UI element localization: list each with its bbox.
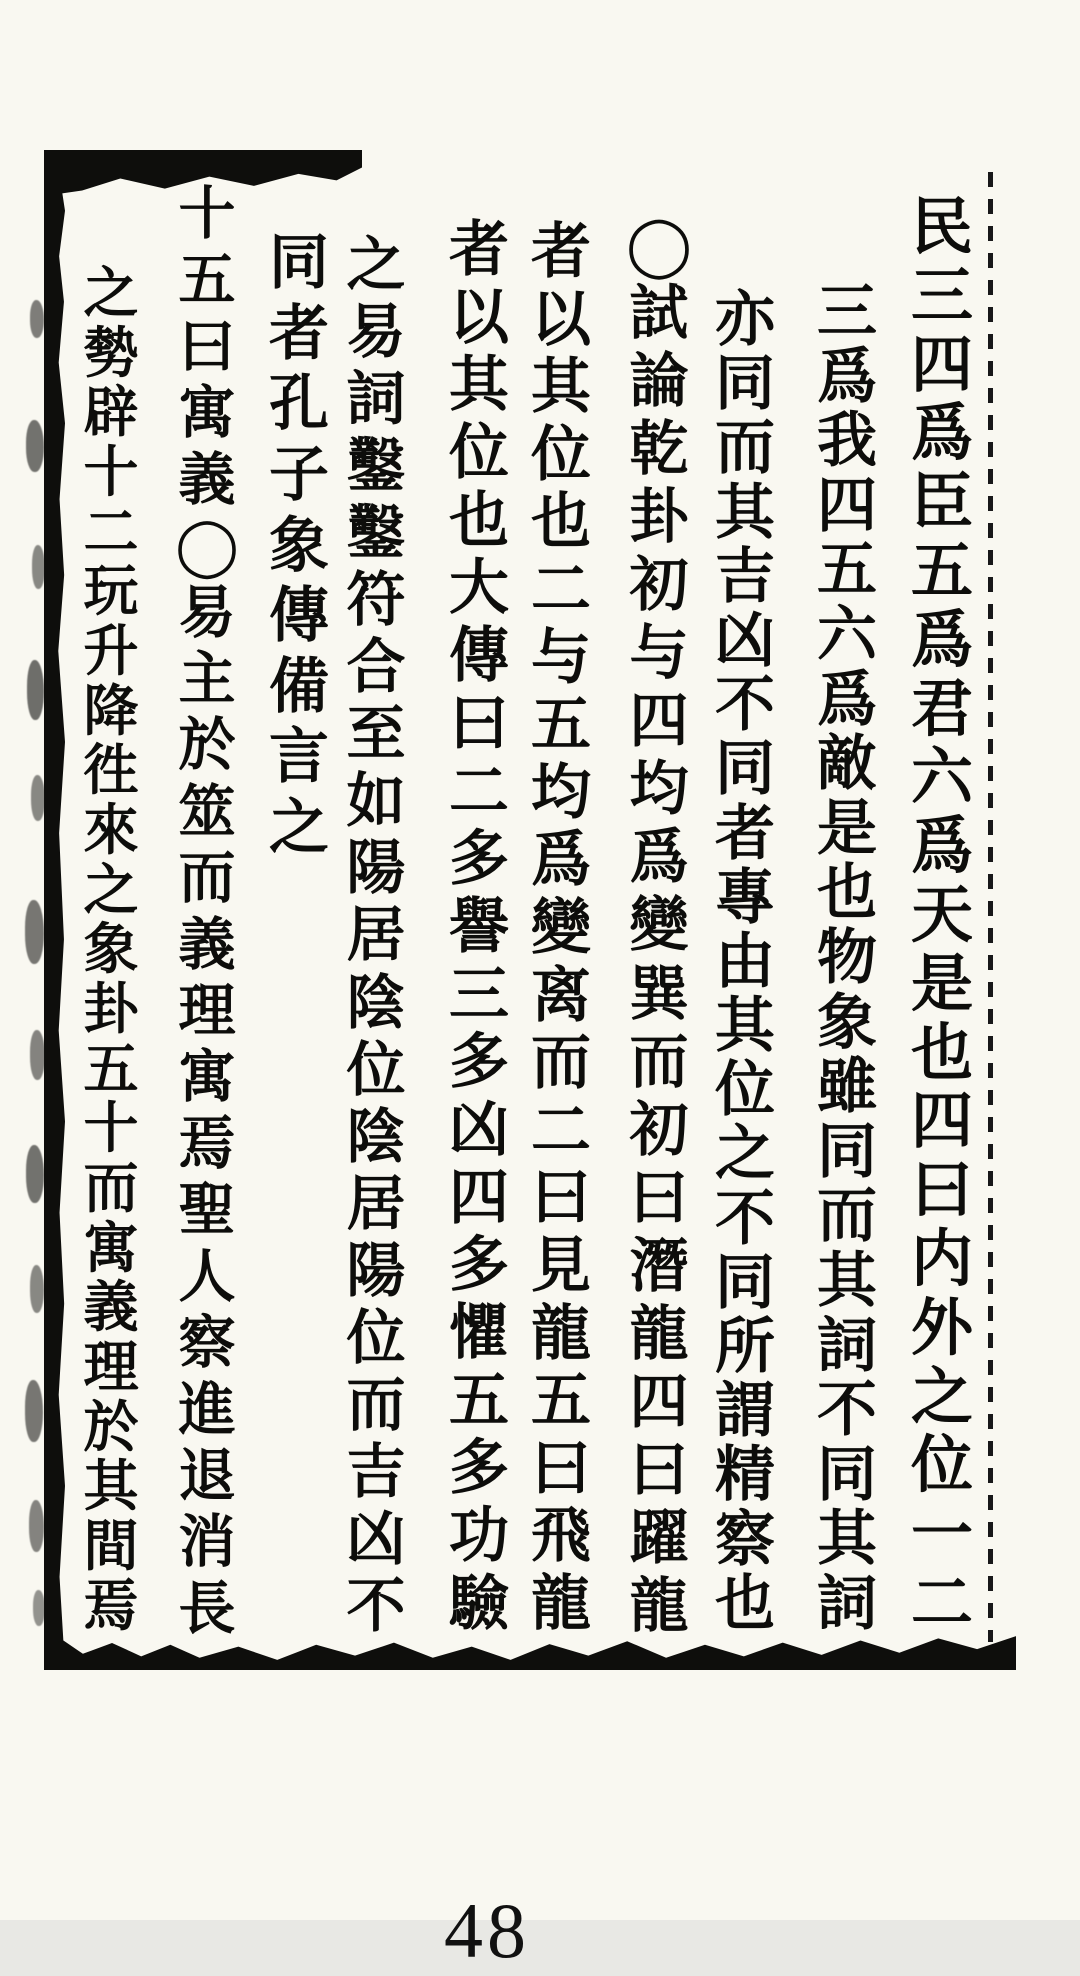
char: 外 — [910, 1290, 973, 1364]
char: 孔 — [269, 369, 329, 440]
char: 者 — [449, 215, 509, 285]
char: 凶 — [346, 1503, 406, 1573]
char: 長 — [178, 1574, 236, 1642]
char: 傳 — [449, 621, 509, 692]
char: 敵 — [817, 729, 877, 800]
char: 由 — [715, 926, 775, 997]
char: 位 — [531, 419, 591, 490]
char: 進 — [178, 1375, 236, 1443]
char: 也 — [817, 858, 877, 929]
char: 而 — [629, 1026, 689, 1096]
char: 謂 — [715, 1376, 775, 1447]
char: 同 — [715, 734, 775, 805]
char: 陰 — [346, 967, 406, 1037]
char: 而 — [178, 844, 236, 912]
char: 四 — [910, 327, 973, 401]
char: 陽 — [346, 833, 406, 903]
char: 凶 — [715, 605, 775, 676]
char: 离 — [531, 960, 591, 1031]
char: 消 — [178, 1508, 236, 1576]
char: 辟 — [83, 379, 139, 445]
char: 位 — [910, 1428, 973, 1502]
char: 徃 — [83, 737, 139, 803]
char: 多 — [449, 1433, 509, 1504]
char: 見 — [531, 1230, 591, 1301]
char: 是 — [817, 793, 877, 864]
char: 其 — [817, 1504, 877, 1575]
ink-smudge — [26, 1145, 44, 1203]
char: 而 — [817, 1181, 877, 1252]
char: 四 — [449, 1162, 509, 1233]
char: 内 — [910, 1221, 973, 1295]
char: 鑿 — [346, 431, 406, 501]
char: 六 — [910, 740, 973, 814]
char: 与 — [629, 618, 689, 688]
text-column-10 — [61, 260, 161, 1638]
char: 五 — [449, 1365, 509, 1436]
char: 懼 — [449, 1298, 509, 1368]
char: 筮 — [178, 777, 236, 845]
char: 曰 — [629, 1434, 689, 1504]
char: 五 — [531, 690, 591, 761]
char: 二 — [83, 498, 139, 564]
char: 五 — [910, 533, 973, 607]
char: 詞 — [346, 364, 406, 434]
ink-smudge — [29, 1500, 44, 1552]
char: 試 — [629, 278, 689, 348]
char: 其 — [715, 991, 775, 1062]
char: 三 — [817, 277, 877, 347]
char: 也 — [715, 1568, 775, 1639]
char: 其 — [531, 352, 591, 423]
char: 爲 — [910, 396, 973, 470]
text-column-2 — [797, 277, 897, 1639]
char: 備 — [269, 651, 329, 722]
ink-smudge — [31, 775, 45, 821]
char: 同 — [817, 1116, 877, 1187]
char: 傳 — [269, 581, 329, 652]
char: 多 — [449, 1027, 509, 1098]
char: 四 — [629, 686, 689, 756]
text-column-9 — [157, 180, 257, 1642]
char: 位 — [715, 1055, 775, 1126]
char: 而 — [531, 1028, 591, 1099]
char: 者 — [531, 217, 591, 287]
char: 亦 — [715, 285, 775, 355]
char: 升 — [83, 618, 139, 684]
char: 寓 — [178, 379, 236, 447]
char: 五 — [83, 1035, 139, 1101]
char: 於 — [83, 1393, 139, 1459]
page-number: 48 — [444, 1887, 530, 1974]
char: 其 — [817, 1245, 877, 1316]
char: 爲 — [910, 809, 973, 883]
char: 多 — [449, 1230, 509, 1301]
ink-smudge — [30, 1265, 44, 1313]
char: 龍 — [531, 1568, 591, 1639]
text-column-6 — [429, 215, 529, 1639]
char: 曰 — [449, 688, 509, 759]
char: ◯ — [625, 210, 693, 279]
ink-smudge — [32, 545, 45, 589]
char: 同 — [715, 1247, 775, 1318]
char: 乾 — [629, 414, 689, 484]
char: 居 — [346, 900, 406, 970]
char: 五 — [817, 535, 877, 606]
char: 天 — [910, 877, 973, 951]
char: 是 — [910, 946, 973, 1020]
char: 所 — [715, 1312, 775, 1382]
char: 二 — [531, 1095, 591, 1166]
ink-smudge — [33, 1590, 45, 1626]
char: 功 — [449, 1501, 509, 1572]
char: 卦 — [629, 482, 689, 552]
char: 之 — [269, 793, 329, 863]
frame-border-top — [352, 166, 1018, 183]
char: 驗 — [449, 1568, 509, 1639]
char: 其 — [715, 477, 775, 548]
char: 玩 — [83, 558, 139, 624]
char: 爲 — [817, 341, 877, 412]
char: 降 — [83, 677, 139, 743]
char: 龍 — [629, 1298, 689, 1368]
char: 与 — [531, 622, 591, 693]
char: 而 — [715, 413, 775, 484]
char: 變 — [629, 890, 689, 960]
char: 也 — [910, 1015, 973, 1089]
char: 同 — [715, 349, 775, 420]
ink-smudge — [27, 660, 44, 720]
char: 焉 — [83, 1572, 139, 1638]
char: 而 — [83, 1155, 139, 1221]
char: 焉 — [178, 1109, 236, 1177]
text-column-8 — [249, 228, 349, 863]
char: 譽 — [449, 891, 509, 962]
char: 以 — [531, 284, 591, 355]
char: 五 — [531, 1366, 591, 1437]
char: 間 — [83, 1513, 139, 1579]
char: 之 — [83, 856, 139, 922]
char: 主 — [178, 644, 236, 712]
char: 十 — [83, 439, 139, 505]
char: 其 — [83, 1453, 139, 1519]
char: 如 — [346, 766, 406, 836]
char: 鑿 — [346, 498, 406, 568]
char: 義 — [83, 1274, 139, 1340]
char: 之 — [715, 1119, 775, 1190]
char: 象 — [817, 987, 877, 1058]
char: 至 — [346, 699, 406, 769]
char: 臣 — [910, 465, 973, 539]
char: 不 — [715, 670, 775, 741]
char: 象 — [83, 916, 139, 982]
char: 精 — [715, 1440, 775, 1511]
char: 曰 — [531, 1433, 591, 1504]
char: 而 — [346, 1369, 406, 1439]
char: 同 — [817, 1439, 877, 1510]
char: 多 — [449, 824, 509, 895]
char: 曰 — [531, 1163, 591, 1234]
char: 凶 — [449, 1094, 509, 1165]
char: 均 — [531, 757, 591, 828]
char: 三 — [910, 258, 973, 332]
char: 民 — [910, 190, 973, 263]
char: 陰 — [346, 1101, 406, 1171]
char: 位 — [346, 1034, 406, 1104]
char: 三 — [449, 959, 509, 1030]
char: 者 — [269, 298, 329, 369]
char: 於 — [178, 711, 236, 779]
char: 以 — [449, 282, 509, 353]
char: 居 — [346, 1168, 406, 1238]
char: 爲 — [817, 664, 877, 735]
char: 聖 — [178, 1176, 236, 1244]
char: 察 — [178, 1309, 236, 1377]
char: 卦 — [83, 976, 139, 1042]
text-column-3 — [695, 285, 795, 1639]
char: 陽 — [346, 1235, 406, 1305]
char: 飛 — [531, 1501, 591, 1572]
char: 變 — [531, 892, 591, 963]
char: 子 — [269, 439, 329, 510]
ink-smudge — [30, 1030, 45, 1080]
char: 二 — [910, 1565, 973, 1639]
char: 曰 — [629, 1162, 689, 1232]
char: 一 — [910, 1497, 973, 1571]
char: 言 — [269, 722, 329, 793]
char: 物 — [817, 922, 877, 993]
char: 合 — [346, 632, 406, 702]
char: 均 — [629, 754, 689, 824]
char: 曰 — [910, 1153, 973, 1227]
char: 巽 — [629, 958, 689, 1028]
char: 二 — [449, 756, 509, 827]
char: 我 — [817, 406, 877, 477]
text-column-4 — [609, 210, 709, 1640]
char: 初 — [629, 550, 689, 620]
char: 詞 — [817, 1310, 877, 1381]
char: 不 — [715, 1183, 775, 1254]
ink-smudge — [25, 900, 44, 964]
char: 也 — [531, 487, 591, 558]
ink-smudge — [25, 1380, 43, 1442]
char: 四 — [629, 1366, 689, 1436]
char: 初 — [629, 1094, 689, 1164]
char: 二 — [531, 554, 591, 625]
char: 六 — [817, 599, 877, 670]
char: 勢 — [83, 319, 139, 385]
char: 之 — [346, 230, 406, 299]
char: 十 — [83, 1095, 139, 1161]
char: 專 — [715, 862, 775, 933]
char: 爲 — [531, 825, 591, 896]
ink-smudge — [26, 420, 44, 472]
char: 退 — [178, 1442, 236, 1510]
char: 理 — [83, 1334, 139, 1400]
char: 詞 — [817, 1568, 877, 1639]
char: 不 — [817, 1375, 877, 1446]
char: 寓 — [178, 1043, 236, 1111]
char: 四 — [910, 1084, 973, 1158]
char: 雖 — [817, 1052, 877, 1123]
char: 十 — [178, 180, 236, 247]
char: 位 — [449, 418, 509, 489]
char: 之 — [910, 1359, 973, 1433]
char: 義 — [178, 910, 236, 978]
char: 位 — [346, 1302, 406, 1372]
char: 大 — [449, 553, 509, 624]
char: 符 — [346, 565, 406, 635]
char: 曰 — [178, 312, 236, 380]
char: 吉 — [346, 1436, 406, 1506]
char: 吉 — [715, 541, 775, 612]
char: 爲 — [629, 822, 689, 892]
char: 易 — [178, 578, 236, 646]
char: 躍 — [629, 1502, 689, 1572]
text-column-1 — [892, 190, 992, 1639]
char: 君 — [910, 671, 973, 745]
char: 理 — [178, 977, 236, 1045]
char: 爲 — [910, 602, 973, 676]
char: 龍 — [531, 1298, 591, 1369]
char: 龍 — [629, 1570, 689, 1640]
char: ◯ — [175, 512, 239, 580]
char: 來 — [83, 797, 139, 863]
char: 察 — [715, 1504, 775, 1575]
char: 其 — [449, 350, 509, 421]
char: 義 — [178, 445, 236, 513]
char: 也 — [449, 485, 509, 556]
char: 五 — [178, 246, 236, 314]
char: 人 — [178, 1242, 236, 1310]
char: 四 — [817, 470, 877, 541]
char: 不 — [346, 1570, 406, 1640]
char: 寓 — [83, 1214, 139, 1280]
ink-smudge — [30, 300, 44, 338]
char: 之 — [83, 260, 139, 325]
char: 者 — [715, 798, 775, 869]
char: 論 — [629, 346, 689, 416]
char: 象 — [269, 510, 329, 581]
char: 同 — [269, 228, 329, 298]
char: 潛 — [629, 1230, 689, 1300]
char: 易 — [346, 297, 406, 367]
